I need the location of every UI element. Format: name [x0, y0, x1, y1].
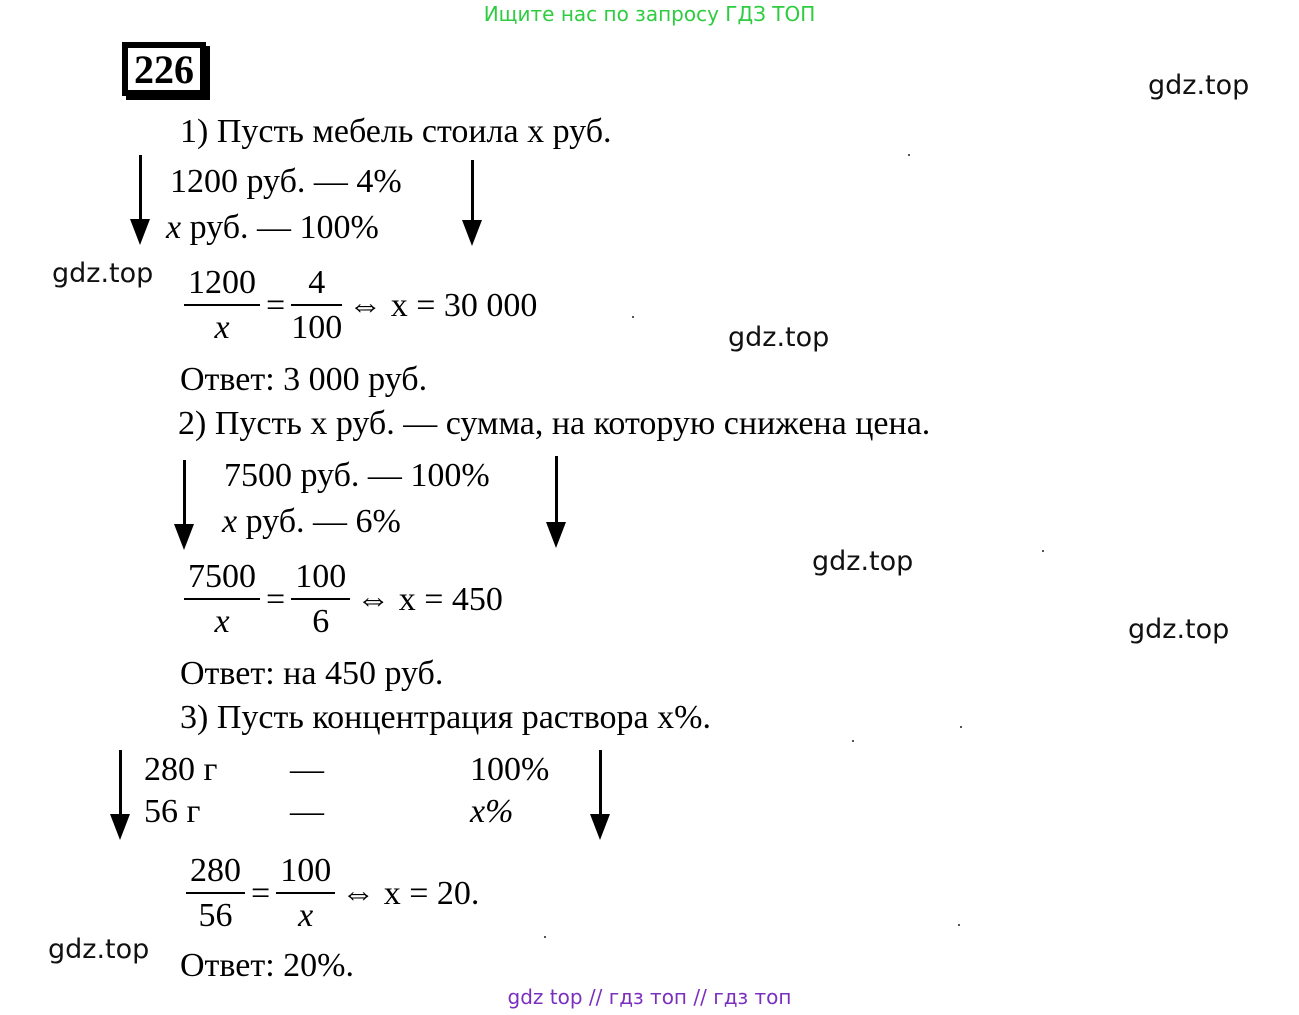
part3-row1-right: 100%: [470, 751, 550, 788]
denominator: x: [214, 309, 230, 346]
part3-row2-right: x%: [470, 793, 514, 830]
part2-equation: $\frac{7500}{x}$ = $\frac{100}{6}$ ⇔ x = 450: [184, 556, 509, 644]
equation-result: ⇔ x = 20.: [341, 875, 480, 912]
numerator: 1200: [184, 262, 260, 306]
watermark: gdz.top: [1128, 614, 1230, 645]
part3-row2-dash: —: [290, 793, 324, 830]
scan-speck: [960, 726, 962, 728]
part2-line-b-text: руб. — 6%: [237, 503, 401, 540]
part1-equation: $\frac{1200}{x}$ = $\frac{4}{100}$ ⇔ x = 30 000: [184, 262, 543, 350]
down-arrow-icon: [110, 750, 130, 840]
down-arrow-icon: [462, 160, 482, 246]
fraction: [276, 850, 335, 938]
equation-result: ⇔ x = 30 000: [348, 287, 538, 324]
footer-links[interactable]: gdz top // гдз топ // гдз топ: [507, 985, 792, 1009]
fraction: [186, 850, 245, 938]
scan-speck: [632, 316, 634, 318]
numerator: 100: [291, 556, 350, 600]
fraction: [184, 556, 260, 644]
equation-result: ⇔ x = 450: [356, 581, 503, 618]
denominator: 6: [312, 603, 330, 640]
scan-speck: [908, 154, 910, 156]
part3-equation: $\frac{280}{56}$ = $\frac{100}{x}$ ⇔ x = 20.: [186, 850, 485, 938]
part2-proportion-line-a: 7500 руб. — 100%: [224, 457, 490, 494]
watermark: gdz.top: [48, 934, 150, 965]
part3-row2-left: 56 г: [144, 793, 201, 830]
numerator: 4: [291, 262, 342, 306]
denominator: x: [214, 603, 230, 640]
part2-answer: Ответ: на 450 руб.: [180, 655, 444, 692]
problem-number: 226: [122, 42, 206, 96]
fraction: [291, 262, 342, 350]
scan-speck: [958, 924, 960, 926]
scan-speck: [1042, 550, 1044, 552]
part1-proportion-line-a: 1200 руб. — 4%: [170, 163, 402, 200]
scan-speck: [852, 740, 854, 742]
part2-proportion-line-b: [222, 502, 401, 542]
header-search-link[interactable]: Ищите нас по запросу ГДЗ ТОП: [483, 2, 816, 26]
watermark: gdz.top: [1148, 70, 1250, 101]
part3-answer: Ответ: 20%.: [180, 947, 354, 984]
variable-x: x: [222, 503, 238, 540]
part1-line-b-text: руб. — 100%: [181, 209, 379, 246]
down-arrow-icon: [590, 750, 610, 840]
variable-x: x: [166, 209, 182, 246]
part1-answer: Ответ: 3 000 руб.: [180, 361, 428, 398]
down-arrow-icon: [174, 460, 194, 550]
watermark: gdz.top: [728, 322, 830, 353]
part3-row1-left: 280 г: [144, 751, 218, 788]
down-arrow-icon: [130, 155, 150, 245]
down-arrow-icon: [546, 456, 566, 548]
fraction: [291, 556, 350, 644]
part3-intro: 3) Пусть концентрация раствора x%.: [180, 699, 711, 736]
denominator: 56: [198, 897, 233, 934]
denominator: x: [298, 897, 314, 934]
part2-intro: 2) Пусть x руб. — сумма, на которую снижена цена.: [178, 405, 931, 442]
watermark: gdz.top: [812, 546, 914, 577]
numerator: 280: [186, 850, 245, 894]
part3-row1-dash: —: [290, 751, 324, 788]
part1-intro: 1) Пусть мебель стоила x руб.: [180, 113, 612, 150]
numerator: 7500: [184, 556, 260, 600]
scan-speck: [544, 936, 546, 938]
denominator: 100: [291, 309, 343, 346]
fraction: [184, 262, 260, 350]
numerator: 100: [276, 850, 335, 894]
part1-proportion-line-b: [166, 208, 379, 248]
watermark: gdz.top: [52, 258, 154, 289]
